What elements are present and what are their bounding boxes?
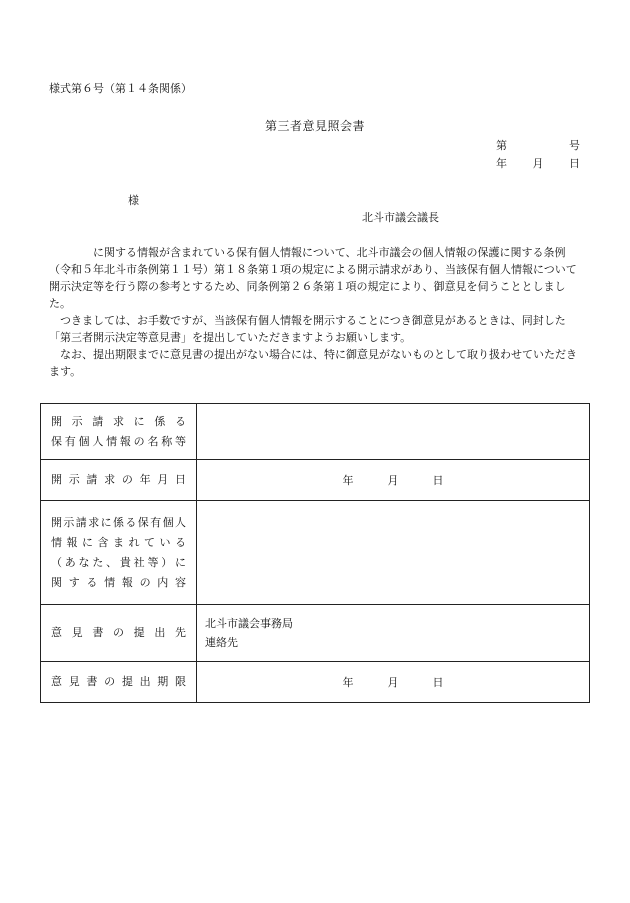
row1-label [41,404,197,460]
row1-value[interactable] [197,404,590,460]
table-row [41,404,590,460]
ref-go: 号 [569,139,580,152]
row2-value[interactable] [197,460,590,501]
body-text [49,244,584,380]
row3-label-line1: 開示請求に係る保有個人 [51,515,186,529]
deadline-date [205,673,581,692]
row3-label-line4: 関する情報の内容 [51,575,186,589]
row4-label [41,605,197,662]
header-date-day: 日 [569,157,580,170]
table-row [41,662,590,703]
request-date-year: 年 [342,473,354,487]
row5-value[interactable] [197,662,590,703]
header-date [496,157,580,171]
deadline-date-month: 月 [387,675,399,689]
row4-label-text: 意見書の提出先 [51,626,186,639]
row3-label-line2: 情報に含まれている [51,535,186,549]
document-title: 第三者意見照会書 [264,119,365,133]
addressee: 様 [128,194,139,207]
reference-number [496,139,580,153]
deadline-date-year: 年 [342,675,354,689]
deadline-date-day: 日 [432,675,444,689]
request-date-month: 月 [387,473,399,487]
header-date-year: 年 [496,157,507,170]
header-date-month: 月 [532,157,544,170]
row5-label [41,662,197,703]
table-row [41,501,590,605]
request-date [205,471,581,490]
form-number: 様式第６号（第１４条関係） [49,82,192,95]
row2-label [41,460,197,501]
row3-label-line3: （あなた、貴社等）に [51,555,186,569]
row1-label-line2: 保有個人情報の名称等 [51,434,186,448]
row5-label-text: 意見書の提出期限 [51,675,186,688]
submit-to-office: 北斗市議会事務局 [205,617,293,630]
table-row [41,460,590,501]
row2-label-text: 開示請求の年月日 [51,473,186,486]
row3-value[interactable] [197,501,590,605]
submit-to-contact: 連絡先 [205,636,238,649]
info-table [40,403,590,703]
paragraph-1: に関する情報が含まれている保有個人情報について、北斗市議会の個人情報の保護に関する条例（令和５年北斗市条例第１１号）第１８条第１項の規定による開示請求があり、当該保有個人情報について開示決定等を行う際の参考とするため、同条例第２６条第１項の規定により、御意見を伺うこととしました。 [49,246,577,310]
sender: 北斗市議会議長 [362,211,439,224]
request-date-day: 日 [432,473,444,487]
paragraph-2: つきましては、お手数ですが、当該保有個人情報を開示することにつき御意見があるときは、同封した「第三者開示決定等意見書」を提出していただきますようお願いします。 [49,314,566,344]
row4-value [197,605,590,662]
row1-label-line1: 開示請求に係る [51,414,186,428]
ref-dai: 第 [496,139,507,152]
paragraph-3: なお、提出期限までに意見書の提出がない場合には、特に御意見がないものとして取り扱わせていただきます。 [49,348,577,378]
row3-label [41,501,197,605]
table-row [41,605,590,662]
